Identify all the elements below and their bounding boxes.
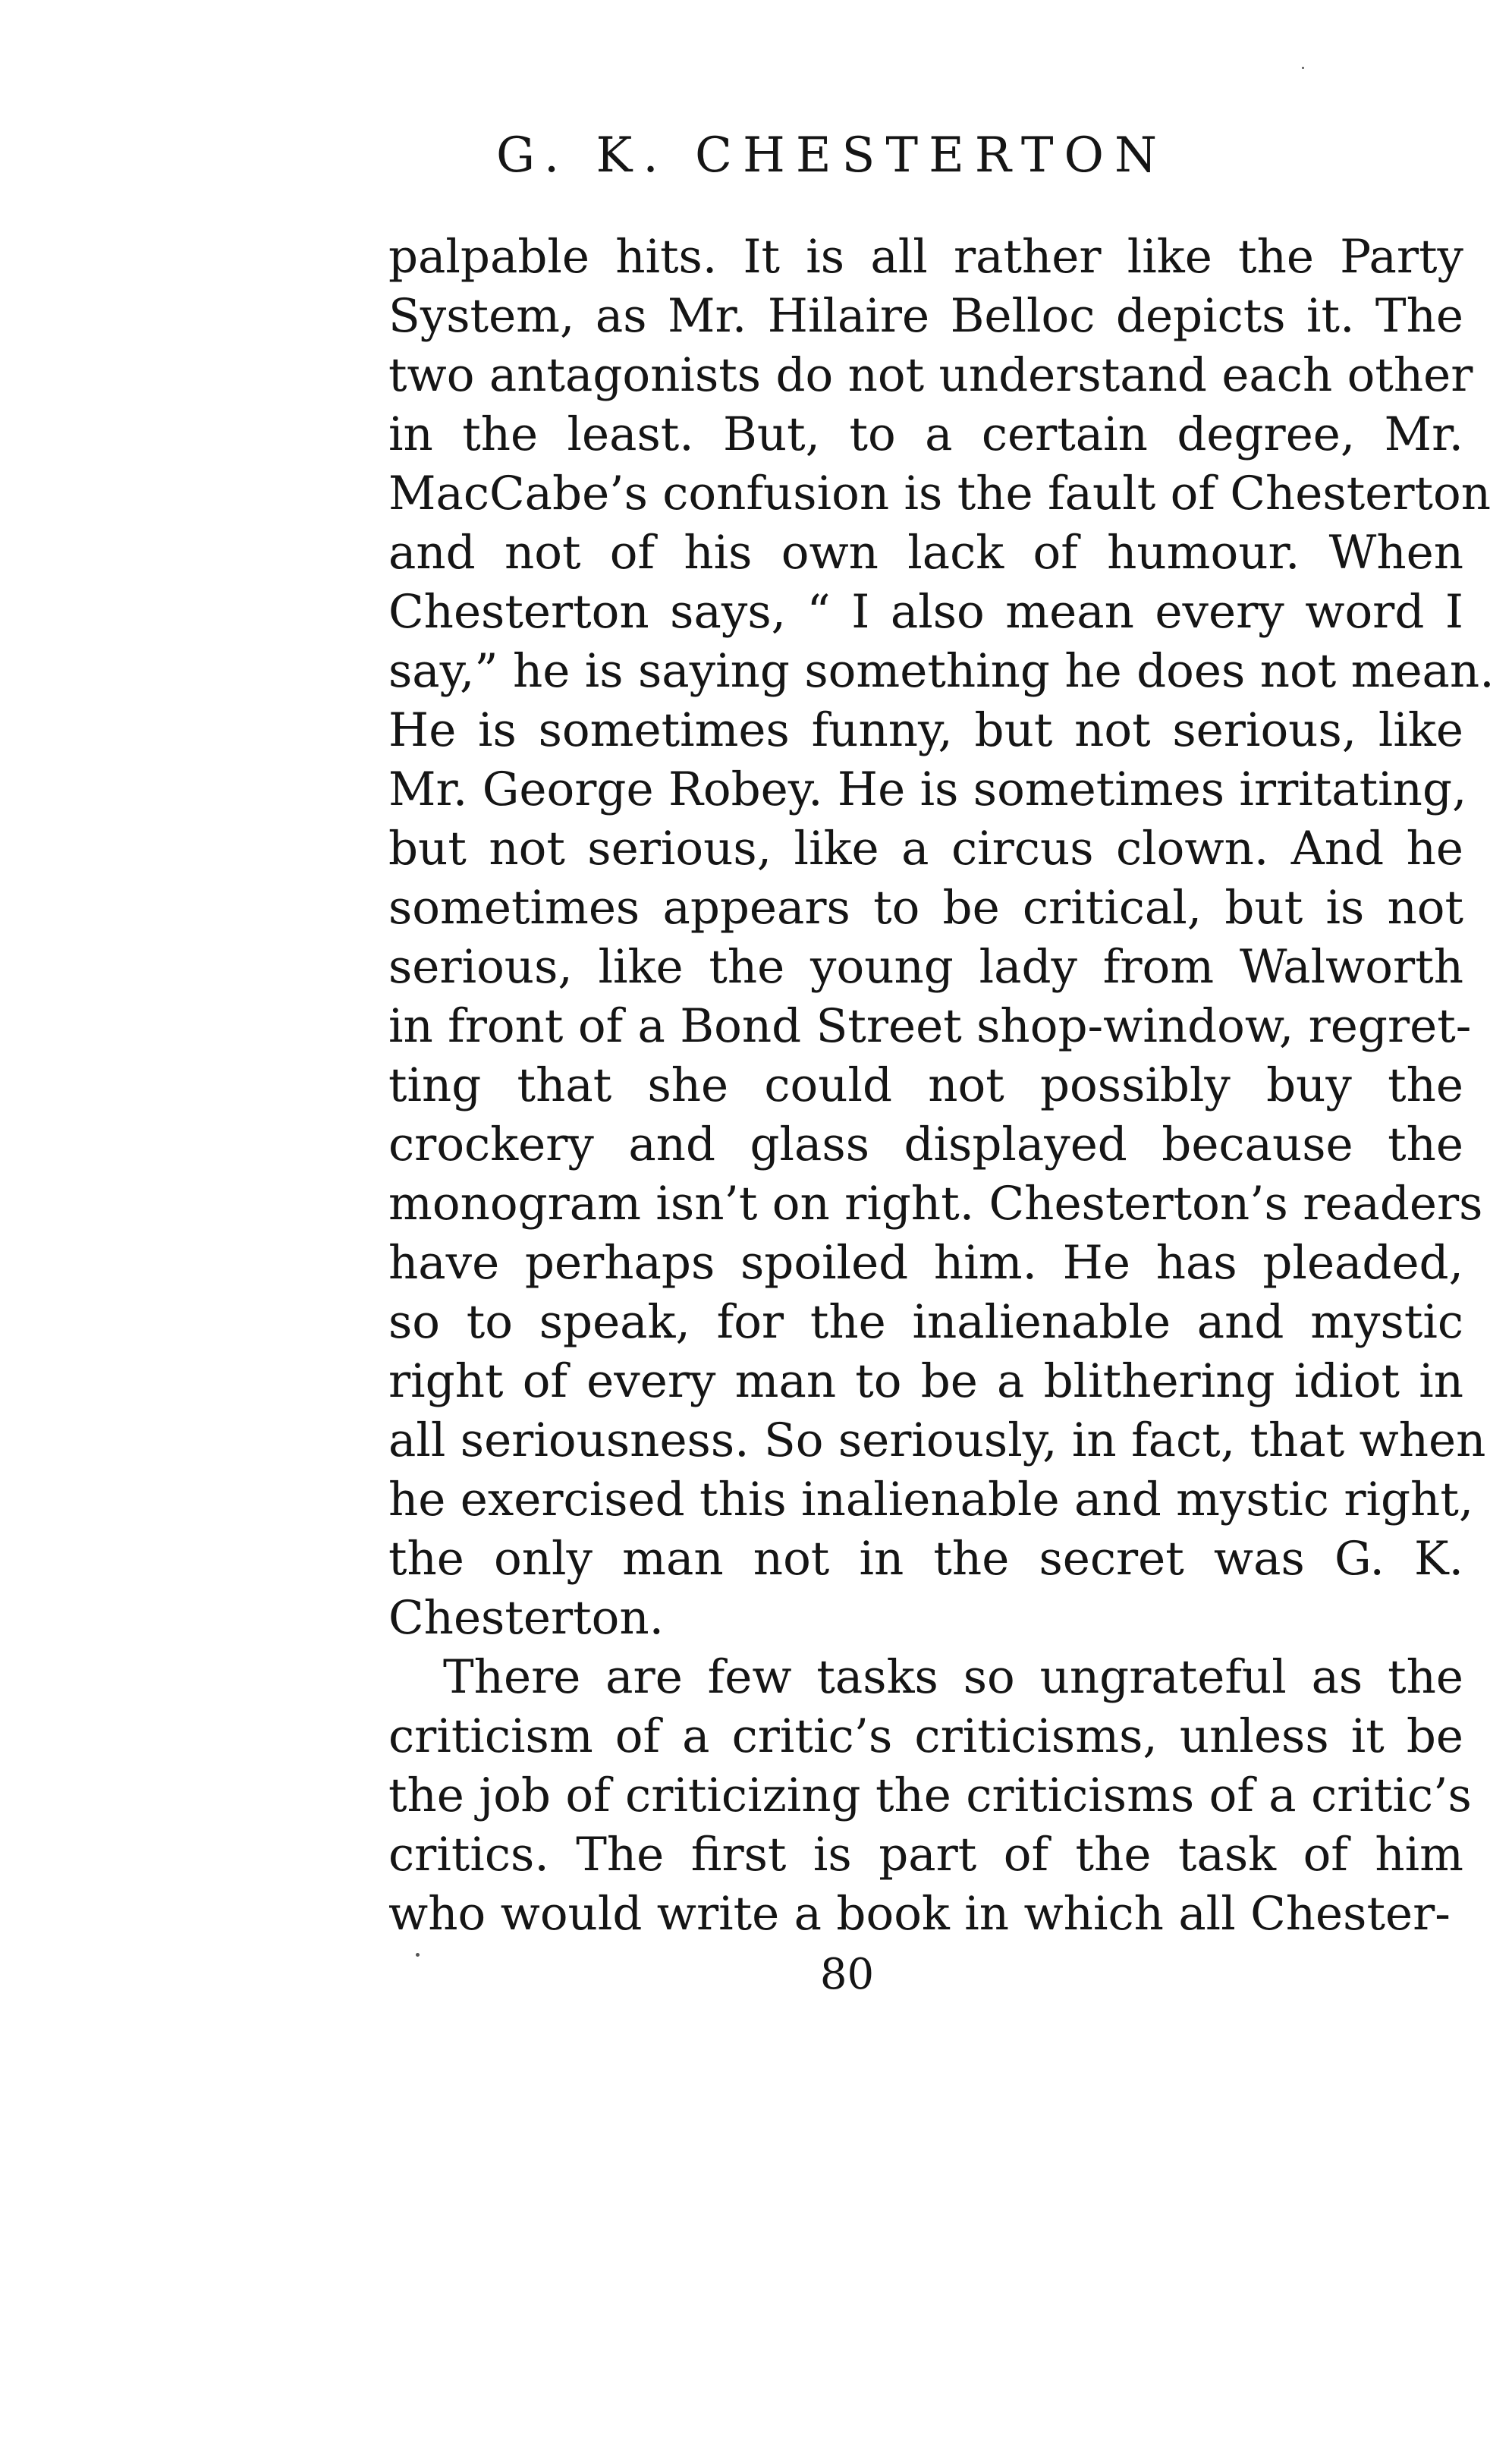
text-line: There are few tasks so ungrateful as the: [443, 1650, 1463, 1704]
paragraph: [388, 228, 1495, 1648]
text-line: ting that she could not possibly buy the: [388, 1058, 1463, 1112]
text-line: have perhaps spoiled him. He has pleaded,: [388, 1236, 1463, 1290]
text-line: in front of a Bond Street shop-window, regret-: [388, 999, 1472, 1053]
paper-speck: [1302, 67, 1304, 69]
paper-speck: [416, 1953, 420, 1957]
page-number: 80: [819, 1950, 875, 1999]
text-line: who would write a book in which all Chester-: [388, 1887, 1451, 1941]
text-line: Mr. George Robey. He is sometimes irritating,: [388, 762, 1467, 816]
text-line: the job of criticizing the criticisms of a critic’s: [388, 1769, 1472, 1822]
text-line: say,” he is saying something he does not mean.: [388, 644, 1495, 698]
text-line: two antagonists do not understand each other: [388, 348, 1473, 402]
text-line: Chesterton.: [388, 1591, 665, 1645]
text-line: so to speak, for the inalienable and mystic: [388, 1295, 1463, 1349]
text-line: Chesterton says, “ I also mean every word I: [388, 585, 1463, 639]
text-line: critics. The first is part of the task of him: [388, 1828, 1463, 1882]
text-line: sometimes appears to be critical, but is not: [388, 881, 1463, 935]
text-line: all seriousness. So seriously, in fact, that when: [388, 1413, 1486, 1467]
running-head: G. K. CHESTERTON: [496, 127, 1168, 184]
text-line: monogram isn’t on right. Chesterton’s readers: [388, 1177, 1483, 1231]
text-line: he exercised this inalienable and mystic right,: [388, 1473, 1474, 1527]
text-line: System, as Mr. Hilaire Belloc depicts it. The: [388, 289, 1463, 343]
text-line: MacCabe’s confusion is the fault of Chesterton: [388, 467, 1492, 520]
text-line: criticism of a critic’s criticisms, unless it be: [388, 1709, 1463, 1763]
text-line: right of every man to be a blithering idiot in: [388, 1354, 1463, 1408]
text-line: in the least. But, to a certain degree, Mr.: [388, 407, 1463, 461]
text-line: serious, like the young lady from Walworth: [388, 940, 1463, 994]
text-line: crockery and glass displayed because the: [388, 1118, 1463, 1171]
text-line: the only man not in the secret was G. K.: [388, 1532, 1463, 1586]
text-line: but not serious, like a circus clown. And he: [388, 822, 1463, 876]
body-text: [388, 228, 1495, 1944]
paragraph: [388, 1648, 1472, 1944]
text-line: and not of his own lack of humour. When: [388, 526, 1463, 580]
text-line: He is sometimes funny, but not serious, like: [388, 703, 1463, 757]
text-line: palpable hits. It is all rather like the Party: [388, 230, 1463, 284]
